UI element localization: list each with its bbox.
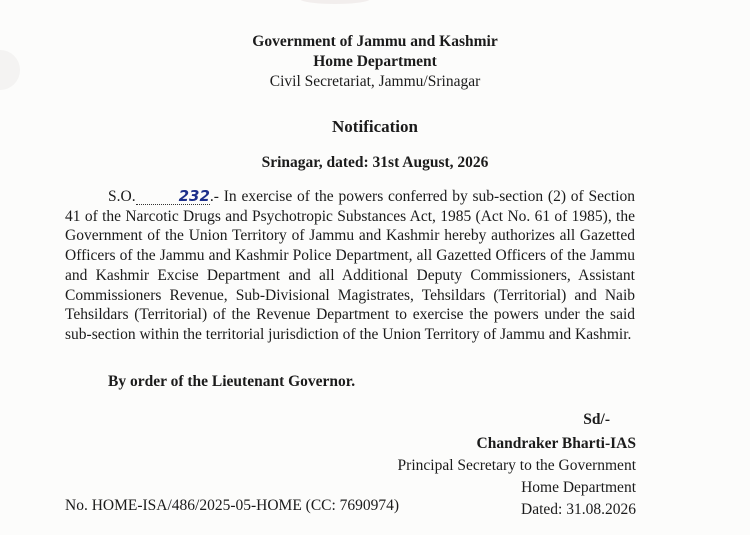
notification-title: Notification — [332, 117, 418, 136]
govt-name: Government of Jammu and Kashmir — [252, 33, 498, 50]
signatory-name: Chandraker Bharti-IAS — [476, 435, 636, 452]
dateline: Srinagar, dated: 31st August, 2026 — [261, 154, 489, 171]
scan-smudge — [300, 0, 370, 4]
so-number-handwritten: 232 — [136, 188, 210, 205]
office-address: Civil Secretariat, Jammu/Srinagar — [269, 73, 481, 90]
signatory-department: Home Department — [521, 479, 636, 496]
signature-block — [398, 411, 636, 521]
signature-date: Dated: 31.08.2026 — [521, 501, 636, 518]
order-line: By order of the Lieutenant Governor. — [108, 373, 356, 390]
letterhead — [0, 32, 750, 92]
so-prefix: S.O. — [108, 188, 136, 205]
department-name: Home Department — [313, 53, 437, 70]
reference-number: No. HOME-ISA/486/2025-05-HOME (CC: 7690974) — [65, 497, 400, 514]
body-text: .- In exercise of the powers conferred by sub-section (2) of Section 41 of the Narcotic Drugs and Psychotropic Substances Act, 1985 (Act No. 61 of 1985), the Government of the Union Territory of Jammu and Kashmir hereby authorizes all Gazetted Officers of the Jammu and Kashmir Police Department, all Gazetted Officers of the Jammu and Kashmir Excise Department and all Additional Deputy Commissioners, Assistant Commissioners Revenue, Sub-Divisional Magistrates, Tehsildars (Territorial) and Naib Tehsildars (Territorial) of the Revenue Department to exercise the powers under the said sub-section within the territorial jurisdiction of the Union Territory of Jammu and Kashmir. — [65, 188, 635, 343]
notification-body — [65, 187, 635, 345]
signatory-designation: Principal Secretary to the Government — [397, 457, 636, 474]
sd-mark: Sd/- — [583, 411, 610, 428]
